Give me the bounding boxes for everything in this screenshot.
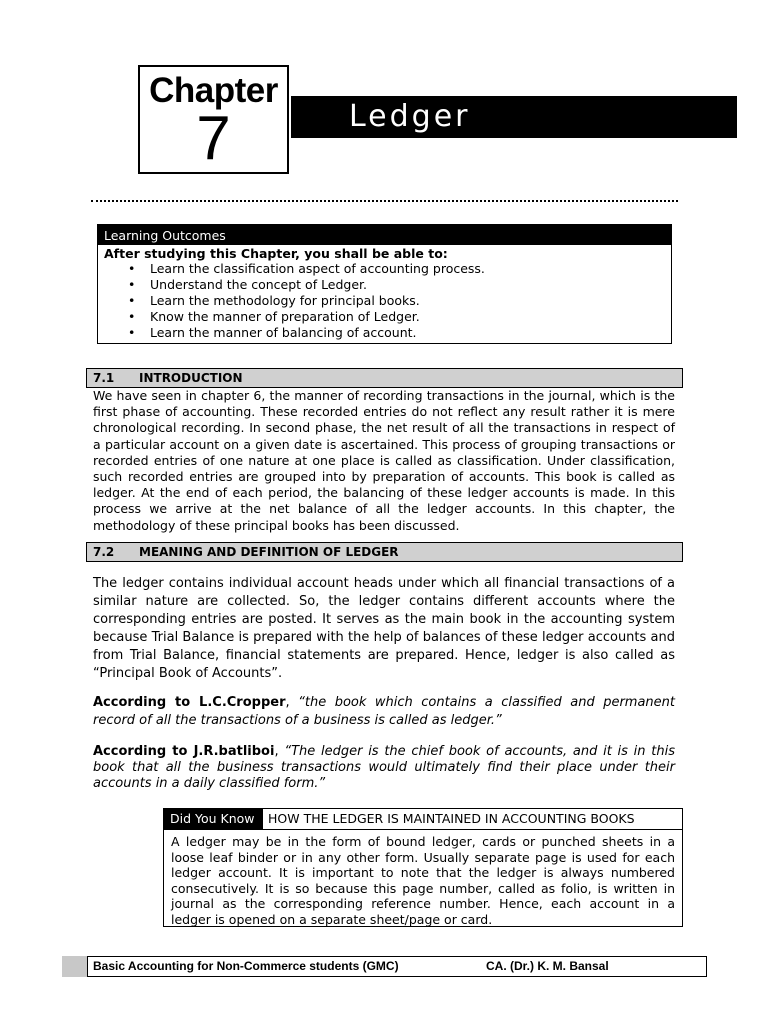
bullet-icon: • [128,277,136,292]
list-item: • Know the manner of preparation of Ledger. [128,309,420,324]
bullet-icon: • [128,261,136,276]
chapter-title: Ledger [349,99,471,134]
list-item: • Learn the manner of balancing of account. [128,325,417,340]
quote-text: “the book which contains a classified and permanent record of all the transactions of a business is called as ledger.” [93,695,675,728]
chapter-number: 7 [196,104,231,173]
section-title: MEANING AND DEFINITION OF LEDGER [139,545,399,559]
quote-text: “The ledger is the chief book of accounts, and it is in this book that all the business transactions would ultimately find their place under their accounts in a daily classified form.” [93,744,676,791]
quote-author: According to J.R.batliboi [93,744,275,759]
did-you-know-label: Did You Know [164,809,263,829]
section-heading-introduction [86,368,683,388]
footer-book-title: Basic Accounting for Non-Commerce students (GMC) [93,959,399,973]
bullet-icon: • [128,293,136,308]
meaning-paragraph: The ledger contains individual account heads under which all financial transactions of a similar nature are collected. So, the ledger contains different accounts where the corresponding entries are posted. It serves as the main book in the accounting system because Trial Balance is prepared with the help of balances of these ledger accounts and from Trial Balance, financial statements are prepared. Hence, ledger is also called as “Principal Book of Accounts”. [93,576,675,681]
footer-box [87,956,707,977]
learning-outcomes-list [98,261,671,341]
chapter-title-bar [291,96,737,138]
quote-separator: , [285,695,299,710]
list-item: • Learn the classification aspect of accounting process. [128,261,485,276]
section-heading-meaning [86,542,683,562]
did-you-know-title: HOW THE LEDGER IS MAINTAINED IN ACCOUNTING BOOKS [268,811,635,826]
section-number: 7.2 [93,545,115,559]
bullet-icon: • [128,325,136,340]
list-item: • Learn the methodology for principal books. [128,293,420,308]
chapter-box [138,65,289,174]
footer-shade [62,956,87,977]
bullet-icon: • [128,309,136,324]
dotted-divider [91,200,678,202]
did-you-know-body: A ledger may be in the form of bound ledger, cards or punched sheets in a loose leaf binder or in any other form. Usually separate page is used for each ledger account. It is important to note that the ledger is always numbered consecutively. It is so because this page number, called as folio, is written in journal as the corresponding reference number. Hence, each account in a ledger is opened on a separate sheet/page or card. [171,834,675,927]
learning-outcomes-box [97,224,672,344]
did-you-know-header [164,809,682,830]
did-you-know-box [163,808,683,927]
section-title: INTRODUCTION [139,371,243,385]
chapter-word: Chapter [149,71,278,110]
learning-outcomes-intro: After studying this Chapter, you shall be able to: [104,246,448,261]
page-footer [62,956,707,977]
quote-author: According to L.C.Cropper [93,695,286,710]
learning-outcomes-header: Learning Outcomes [98,225,671,245]
batliboi-definition [93,744,675,792]
list-item: • Understand the concept of Ledger. [128,277,368,292]
introduction-paragraph: We have seen in chapter 6, the manner of recording transactions in the journal, which is the first phase of accounting. These recorded entries do not reflect any result rather it is mere chronological recording. In second phase, the net result of all the transactions in respect of a particular account on a given date is ascertained. This process of grouping transactions or recorded entries of one nature at one place is called as classification. Under classification, such recorded entries are grouped into by preparation of accounts. This book is called as ledger. At the end of each period, the balancing of these ledger accounts is made. In this process we arrive at the net balance of all the ledger accounts. In this chapter, the methodology of these principal books has been discussed. [93,388,675,533]
cropper-definition [93,694,675,730]
quote-separator: , [274,744,285,759]
footer-author: CA. (Dr.) K. M. Bansal [486,959,609,973]
section-number: 7.1 [93,371,115,385]
